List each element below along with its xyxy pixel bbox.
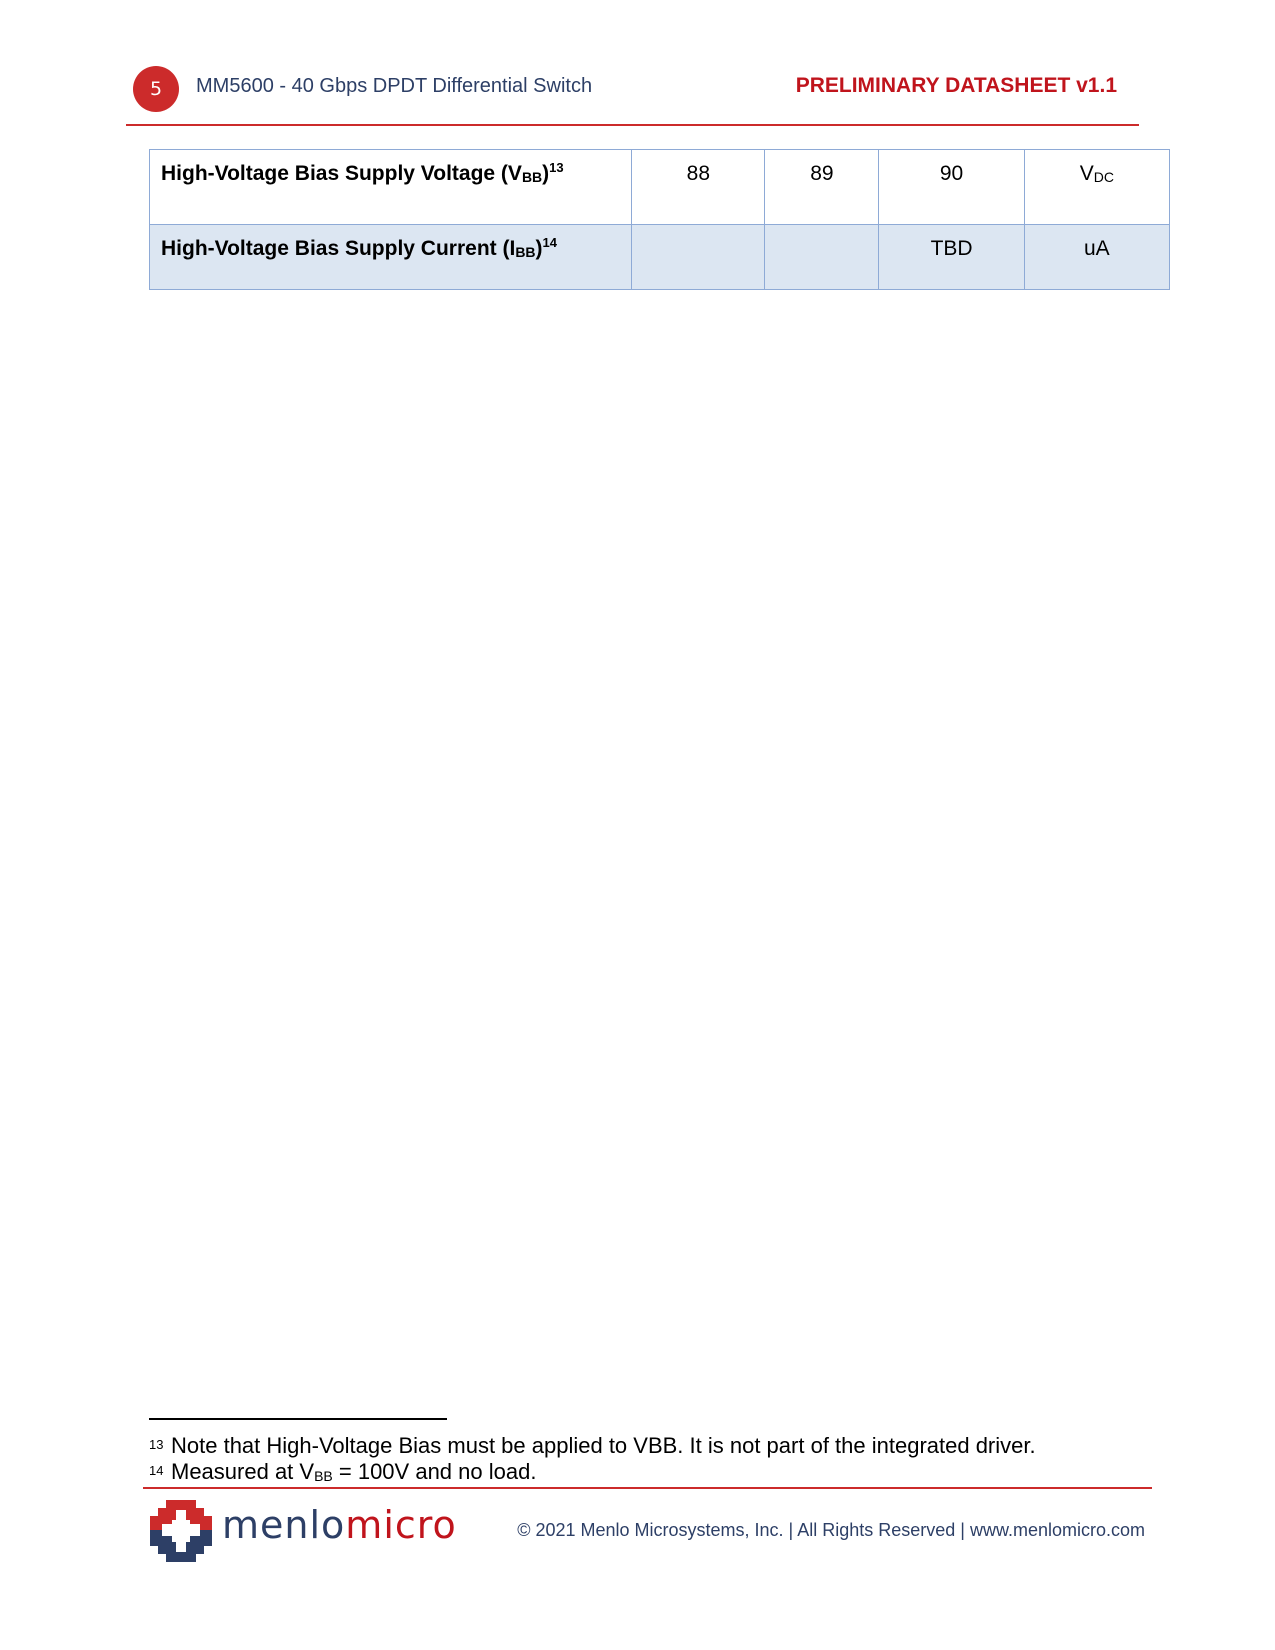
min-cell: 88 <box>632 150 765 225</box>
brand-wordmark-part1: menlo <box>222 1503 346 1547</box>
header-divider <box>126 124 1139 126</box>
param-name: High-Voltage Bias Supply Voltage (V <box>161 162 522 185</box>
footer-divider <box>143 1487 1152 1489</box>
max-cell: 90 <box>879 150 1024 225</box>
param-subscript: BB <box>515 244 536 260</box>
param-cell <box>150 225 632 290</box>
typ-cell <box>765 225 879 290</box>
footnote-text-end: = 100V and no load. <box>332 1459 537 1484</box>
footnote-ref: 13 <box>549 160 564 175</box>
copyright-notice: © 2021 Menlo Microsystems, Inc. | All Rights Reserved | www.menlomicro.com <box>517 1520 1145 1540</box>
unit-subscript: DC <box>1093 169 1114 185</box>
min-cell <box>632 225 765 290</box>
param-cell <box>150 150 632 225</box>
param-name: High-Voltage Bias Supply Current (I <box>161 237 516 260</box>
unit-label: V <box>1079 162 1094 185</box>
param-close: ) <box>535 237 543 260</box>
brand-wordmark <box>222 1503 457 1547</box>
unit-cell <box>1024 150 1169 225</box>
unit-label: uA <box>1084 237 1110 260</box>
table-row <box>150 225 1170 290</box>
spec-table <box>149 149 1170 290</box>
footnote-subscript: BB <box>314 1468 333 1484</box>
table-row <box>150 150 1170 225</box>
typ-cell: 89 <box>765 150 879 225</box>
param-close: ) <box>542 162 550 185</box>
footnote-number: 13 <box>149 1437 164 1452</box>
footnote-text: Measured at V <box>171 1459 315 1484</box>
max-cell: TBD <box>879 225 1024 290</box>
footnote-14 <box>149 1459 536 1488</box>
document-title: MM5600 - 40 Gbps DPDT Differential Switch <box>196 75 593 97</box>
unit-cell <box>1024 225 1169 290</box>
footnote-separator <box>149 1418 447 1420</box>
document-status: PRELIMINARY DATASHEET v1.1 <box>795 74 1117 97</box>
page-number-badge: 5 <box>133 66 179 112</box>
footnote-number: 14 <box>149 1463 164 1478</box>
footnote-ref: 14 <box>542 235 558 250</box>
param-subscript: BB <box>521 169 543 185</box>
footnote-text: Note that High-Voltage Bias must be applied to VBB. It is not part of the integrated driver. <box>171 1433 1036 1458</box>
footnote-13 <box>149 1433 1036 1462</box>
brand-wordmark-part2: micro <box>345 1503 457 1547</box>
